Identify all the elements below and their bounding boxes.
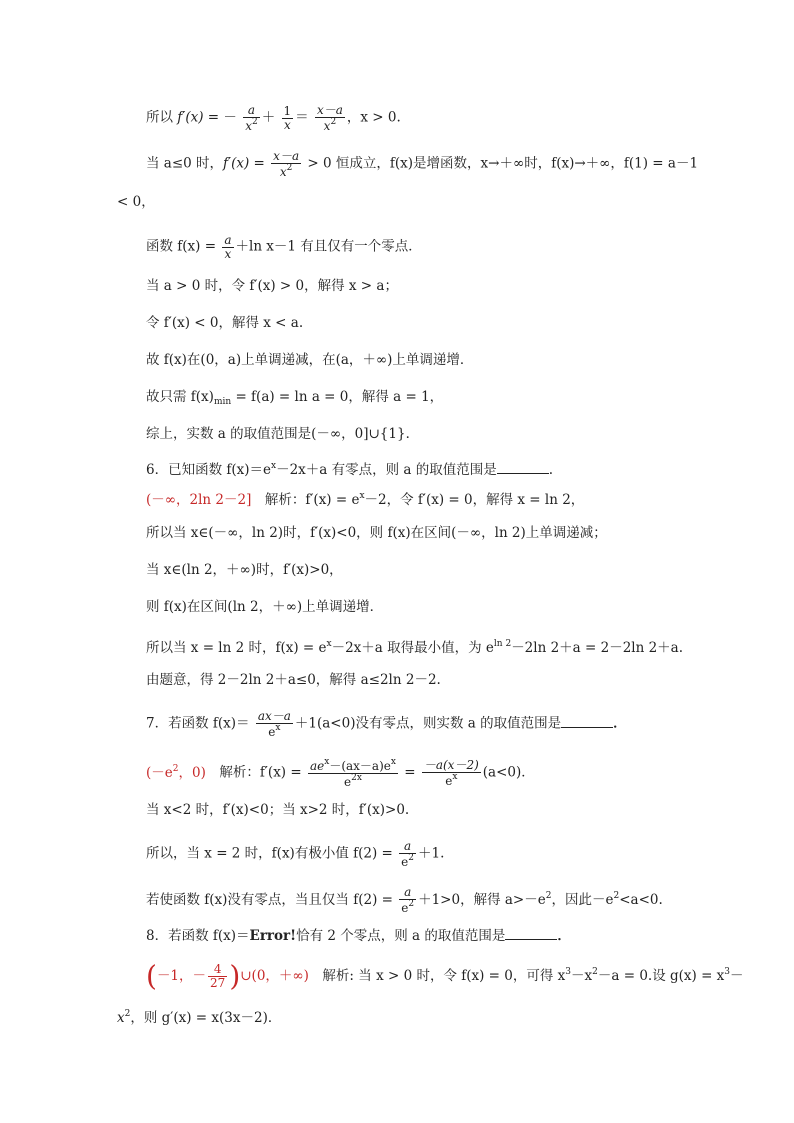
text-line-4: 函数 f(x) = $\frac{a}{x}$ ＋ln x－1 有且仅有一个零点． [146,233,422,261]
text-line-8: 故只需 $f(x)_{min} = f(a) = \ln a = 0$，解得 a = 1， [146,389,444,407]
text-line-21: 若使函数 f(x)没有零点，当且仅当 f(2) = $\frac{a}{e^2}$ ＋1>0，解得 $a>-e^2$，因此$-e^2<a<0$. [146,885,663,915]
fraction-x-minus-a-over-x2: $\frac{x-a}{x^2}$ [316,103,343,133]
answer-8: (－1，－ $\frac{4}{27}$ )∪(0，＋∞) [146,959,309,993]
text-line-14: 则 f(x)在区间(ln 2，＋∞)上单调递增． [146,599,384,615]
text-line-13: 当 x∈(ln 2，＋∞)时，f′(x)>0， [146,562,343,578]
answer-blank [505,927,557,940]
fraction-a-over-e2: $\frac{a}{e^2}$ [401,839,414,869]
answer-7: ($-e^2$，0) [146,763,206,781]
question-6: 6．已知函数 $f(x)=e^x-2x+a$ 有零点，则 a 的取值范围是 . [146,461,554,478]
text-line-12: 所以当 x∈(－∞，ln 2)时，f′(x)<0，则 f(x)在区间(－∞，ln 2)上单调递减； [146,525,607,541]
fraction-derivative: $\frac{x-a}{x^2}$ [273,149,300,179]
error-text: Error! [249,928,297,944]
fraction-4-over-27: $\frac{4}{27}$ [210,962,226,990]
question-7: 7．若函数 f(x)＝ $\frac{ax-a}{e^x}$ ＋1(a<0)没有零点，则实数 a 的取值范围是 ． [146,709,627,739]
fraction-a-over-x2: $\frac{a}{x^2}$ [245,103,258,133]
text-line-2: 当 a≤0 时，f′(x) = $\frac{x-a}{x^2}$ > 0 恒成立，f(x)是增函数，x→＋∞时，f(x)→＋∞，f(1) = a－1 [146,149,699,179]
text-line-19: 当 x<2 时，f′(x)<0；当 x>2 时，f′(x)>0. [146,802,410,818]
text-line-7: 故 f(x)在(0，a)上单调递减，在(a，＋∞)上单调递增． [146,352,474,368]
text-line-9: 综上，实数 a 的取值范围是(－∞，0]∪{1}． [146,426,420,442]
fraction-a-over-x: $\frac{a}{x}$ [224,233,232,261]
text-line-16: 由题意，得 2－2ln 2＋a≤0，解得 a≤2ln 2－2. [146,672,441,688]
answer-line-7: ($-e^2$，0) 解析：f′(x) = $\frac{ae^x-(ax-a)e^x}{e^{2x}}$ = $\frac{-a(x-2)}{e^x}$ (a<0)． [146,757,535,789]
text-line-1: 所以 f′(x) = － $\frac{a}{x^2}$ ＋ $\frac{1}{x}$ ＝ $\frac{x-a}{x^2}$ ，x > 0. [146,103,401,133]
answer-blank [561,715,613,728]
fraction-derivative-q7: $\frac{ae^x-(ax-a)e^x}{e^{2x}}$ [309,757,396,789]
text-line-15: 所以当 x = ln 2 时，$f(x) = e^x-2x+a$ 取得最小值，为 $e^{ln 2}-2\ln$ 2＋a = 2－2ln 2＋a. [146,639,684,656]
text-line-24: $x^2$，则 g′(x) = x(3x－2)． [117,1009,282,1026]
answer-line-6: (－∞，2ln 2－2] 解析：$f'(x) = e^x-2$，令 f′(x) = 0，解得 x = ln 2， [146,491,585,508]
fraction-simplified-q7: $\frac{-a(x-2)}{e^x}$ [423,758,479,788]
fraction-q7: $\frac{ax-a}{e^x}$ [257,709,291,739]
fraction-a-over-e2-b: $\frac{a}{e^2}$ [401,885,415,915]
text-line-20: 所以，当 x = 2 时，f(x)有极小值 f(2) = $\frac{a}{e^2}$ ＋1. [146,839,445,869]
question-8: 8．若函数 f(x)＝Error!恰有 2 个零点，则 a 的取值范围是 ． [146,928,571,944]
answer-line-8: (－1，－ $\frac{4}{27}$ )∪(0，＋∞) 解析: 当 x > 0 时，令 f(x) = 0，可得 $x^3-x^2-a = 0$.设 $g(x) = x^3-$ [146,959,744,993]
text-line-5: 当 a > 0 时，令 f′(x) > 0，解得 x > a； [146,278,398,294]
answer-blank [497,461,549,474]
fraction-1-over-x: $\frac{1}{x}$ [283,104,292,132]
answer-6: (－∞，2ln 2－2] [146,492,252,508]
text-line-3: < 0， [117,194,155,210]
text-line-6: 令 f′(x) < 0，解得 x < a. [146,315,304,331]
